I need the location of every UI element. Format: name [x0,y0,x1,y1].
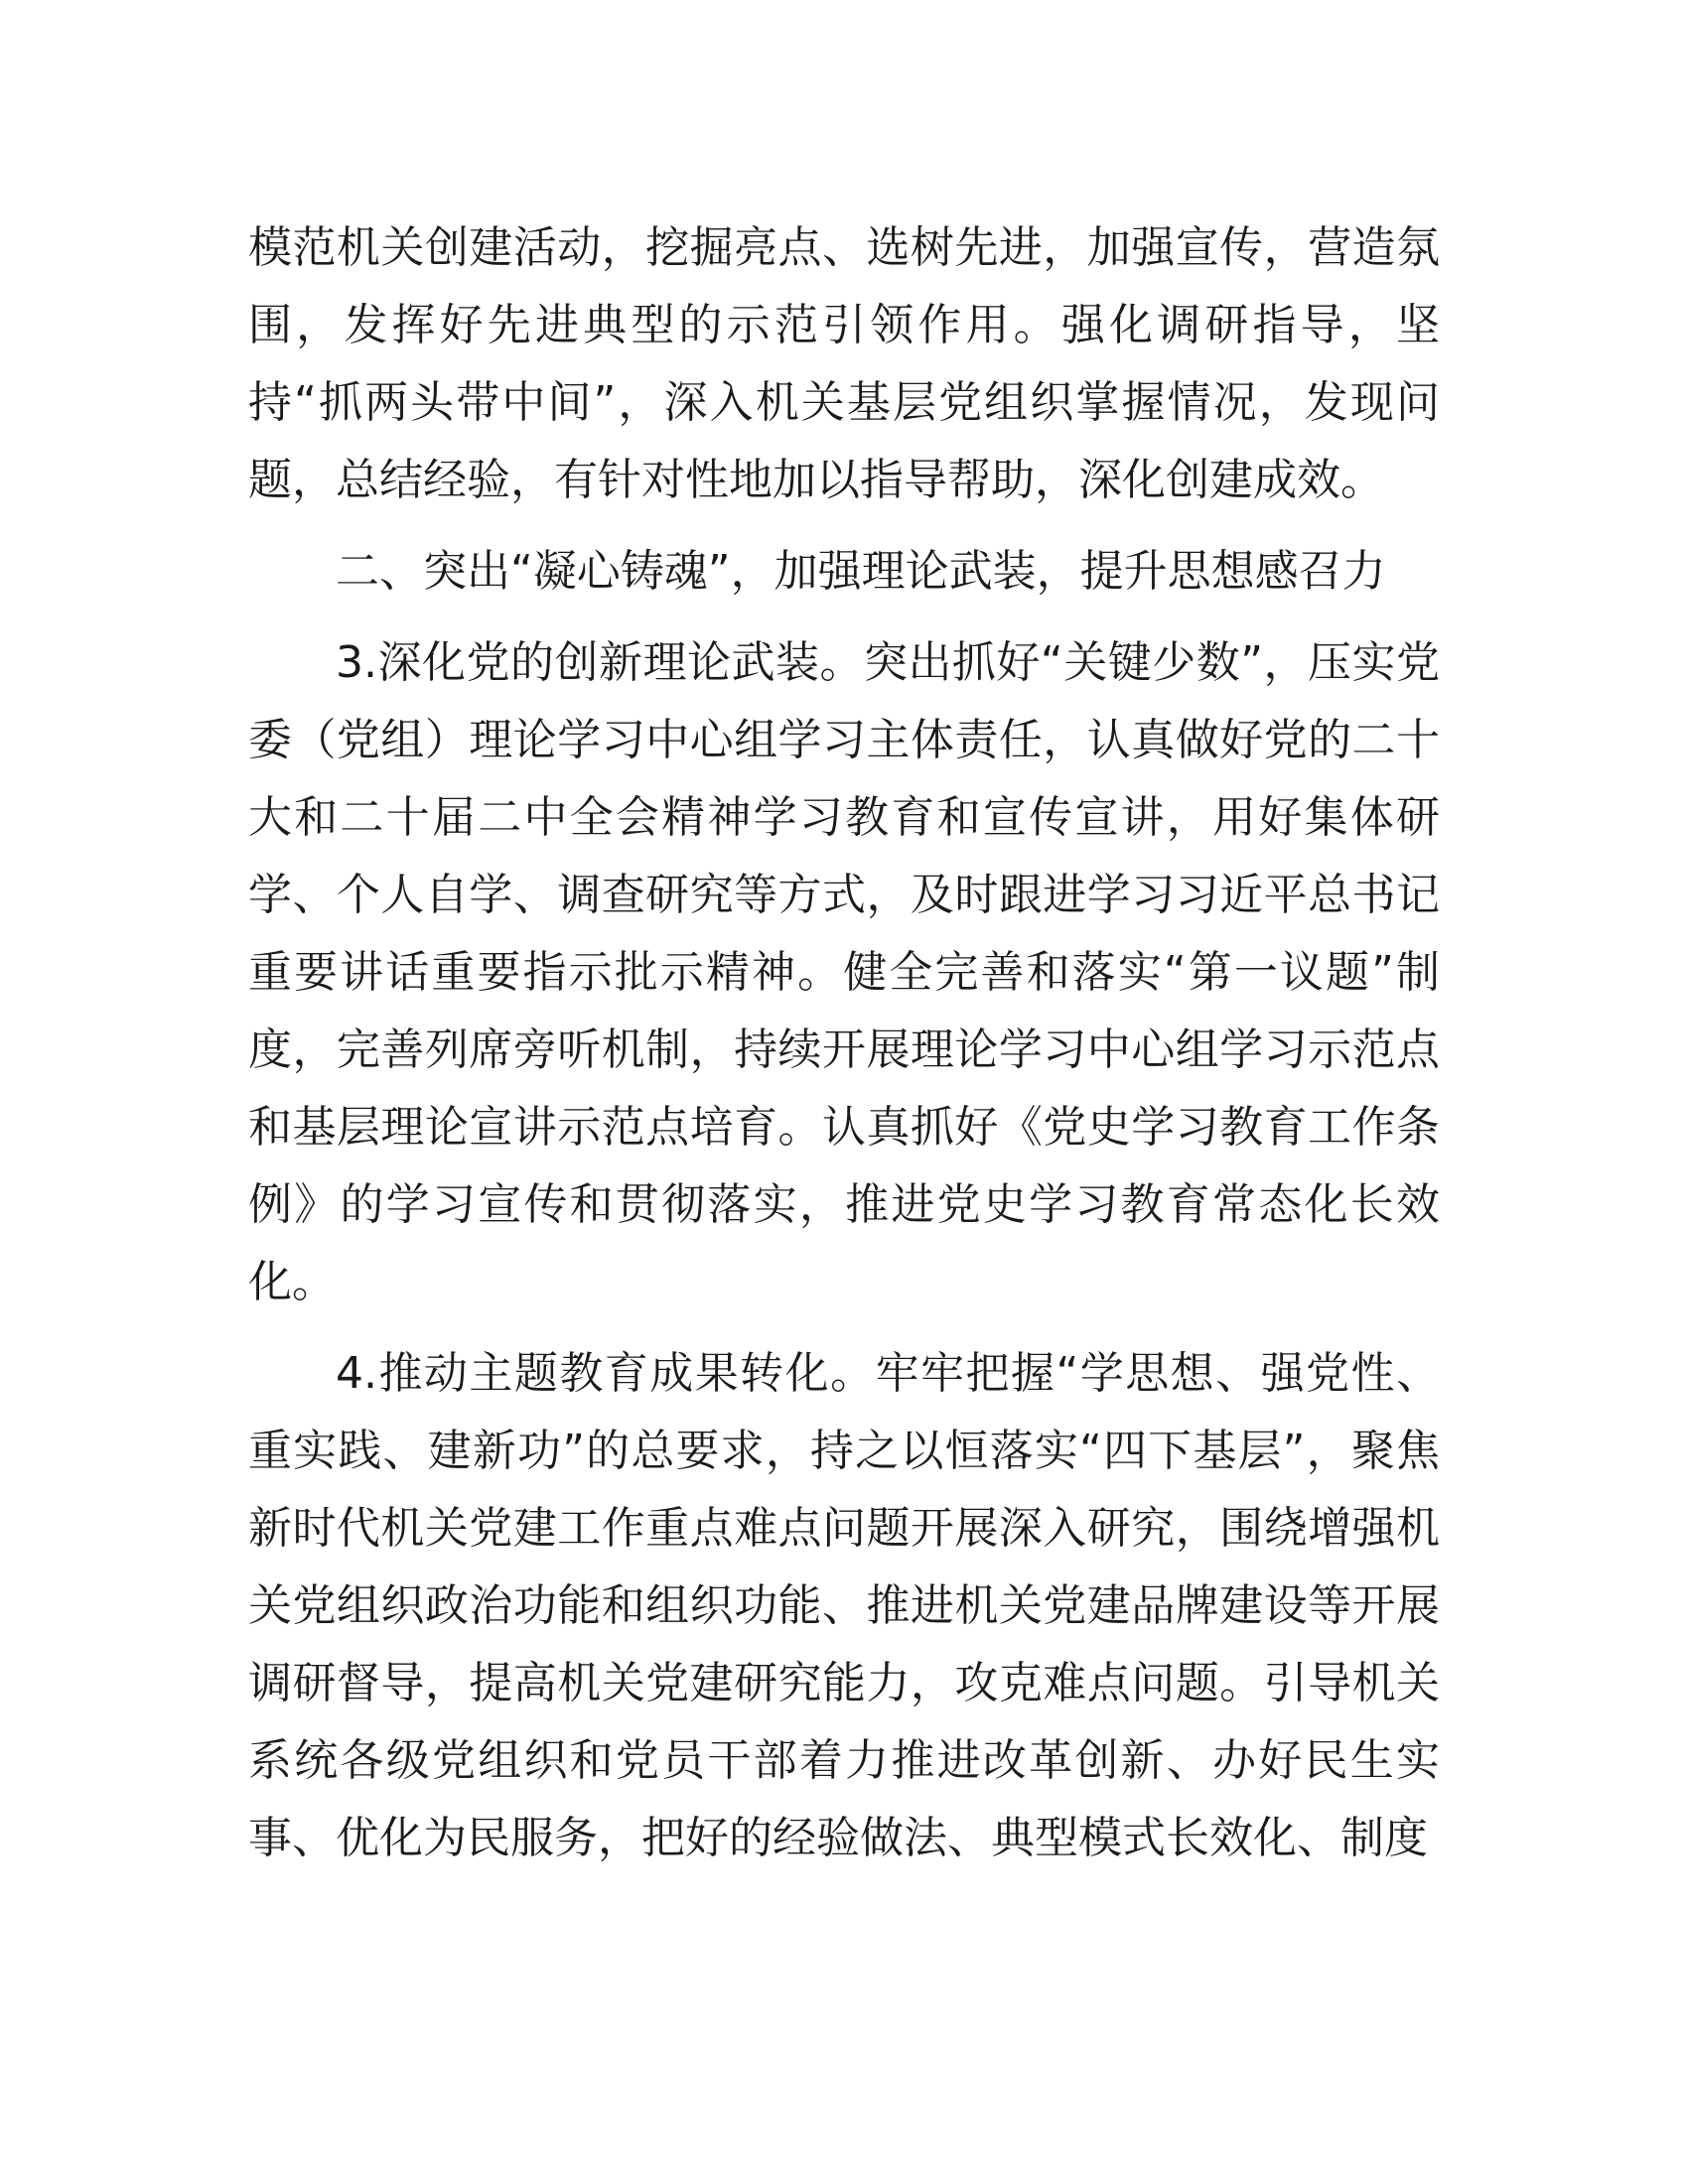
paragraph-item-3: 3.深化党的创新理论武装。突出抓好“关键少数”，压实党委（党组）理论学习中心组学习主体责任，认真做好党的二十大和二十届二中全会精神学习教育和宣传宣讲，用好集体研学、个人自学、调查研究等方式，及时跟进学习习近平总书记重要讲话重要指示批示精神。健全完善和落实“第一议题”制度，完善列席旁听机制，持续开展理论学习中心组学习示范点和基层理论宣讲示范点培育。认真抓好《党史学习教育工作条例》的学习宣传和贯彻落实，推进党史学习教育常态化长效化。 [248,637,1440,1307]
paragraph-item-4: 4.推动主题教育成果转化。牢牢把握“学思想、强党性、重实践、建新功”的总要求，持之以恒落实“四下基层”，聚焦新时代机关党建工作重点难点问题开展深入研究，围绕增强机关党组织政治功能和组织功能、推进机关党建品牌建设等开展调研督导，提高机关党建研究能力，攻克难点问题。引导机关系统各级党组织和党员干部着力推进改革创新、办好民生实事、优化为民服务，把好的经验做法、典型模式长效化、制度 [248,1348,1440,1863]
section-heading: 二、突出“凝心铸魂”，加强理论武装，提升思想感召力 [336,546,1386,597]
paragraph-continued: 模范机关创建活动，挖掘亮点、选树先进，加强宣传，营造氛围，发挥好先进典型的示范引领作用。强化调研指导，坚持“抓两头带中间”，深入机关基层党组织掌握情况，发现问题，总结经验，有针对性地加以指导帮助，深化创建成效。 [248,222,1440,505]
document-body [248,209,1440,1877]
